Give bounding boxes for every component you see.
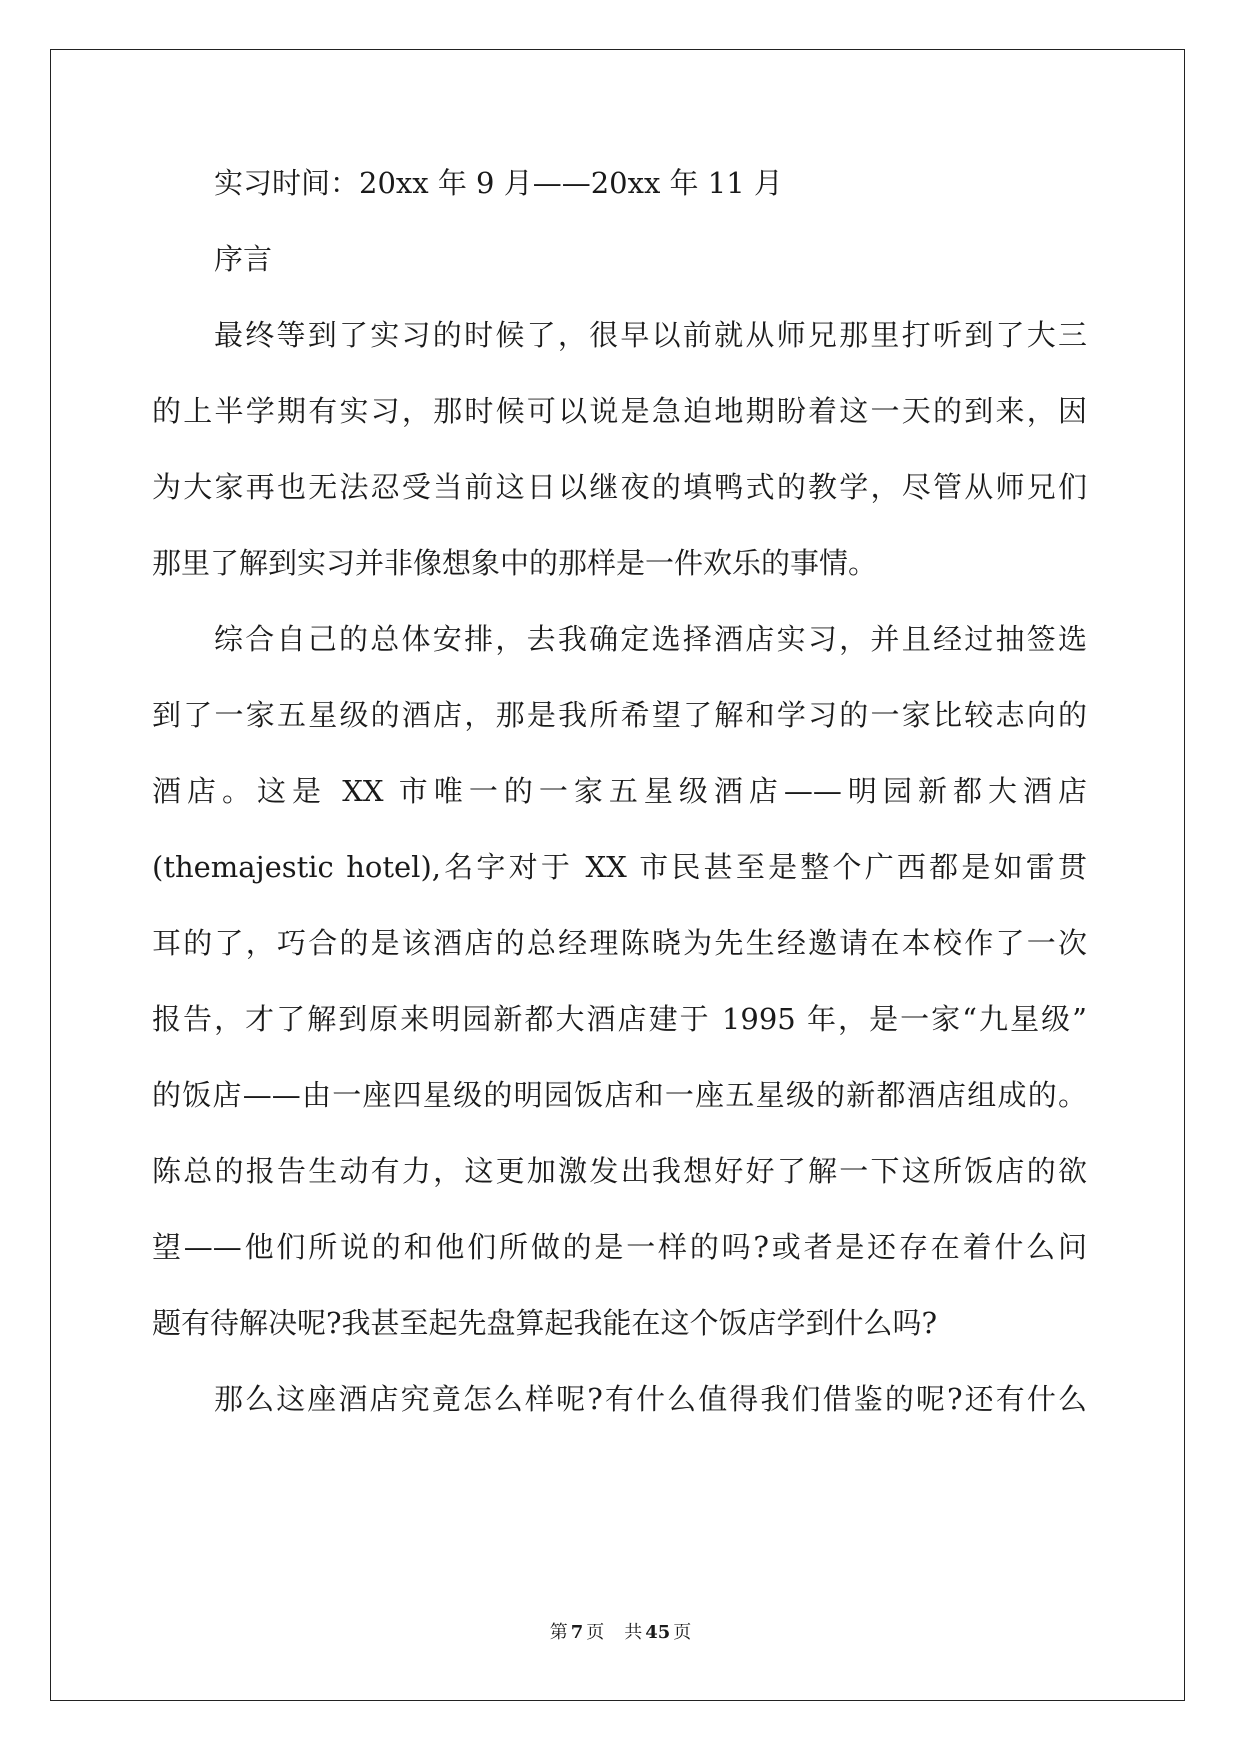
- paragraph-line: 最终等到了实习的时候了，很早以前就从师兄那里打听到了大三: [214, 318, 1087, 352]
- paragraph-line: (themajestic hotel),名字对于 XX 市民甚至是整个广西都是如雷贯: [152, 850, 1087, 884]
- page-total: 45: [645, 1622, 671, 1643]
- paragraph-line: 那么这座酒店究竟怎么样呢?有什么值得我们借鉴的呢?还有什么: [214, 1382, 1087, 1416]
- paragraph-line: 到了一家五星级的酒店，那是我所希望了解和学习的一家比较志向的: [152, 698, 1087, 732]
- total-suffix: 页: [673, 1622, 692, 1643]
- paragraph-line: 题有待解决呢?我甚至起先盘算起我能在这个饭店学到什么吗?: [152, 1306, 938, 1340]
- preface-heading: 序言: [214, 242, 273, 276]
- page-number: 7: [570, 1622, 584, 1643]
- document-body: [152, 163, 1087, 1455]
- paragraph-line: 的上半学期有实习，那时候可以说是急迫地期盼着这一天的到来，因: [152, 394, 1087, 428]
- paragraph-line: 酒店。这是 XX 市唯一的一家五星级酒店——明园新都大酒店: [152, 774, 1087, 808]
- internship-period-line: 实习时间：20xx 年 9 月——20xx 年 11 月: [214, 166, 783, 200]
- paragraph-line: 为大家再也无法忍受当前这日以继夜的填鸭式的教学，尽管从师兄们: [152, 470, 1087, 504]
- total-prefix: 共: [624, 1622, 643, 1643]
- page-suffix: 页: [586, 1622, 605, 1643]
- paragraph-line: 那里了解到实习并非像想象中的那样是一件欢乐的事情。: [152, 546, 878, 580]
- paragraph-line: 耳的了，巧合的是该酒店的总经理陈晓为先生经邀请在本校作了一次: [152, 926, 1087, 960]
- paragraph-line: 望——他们所说的和他们所做的是一样的吗?或者是还存在着什么问: [152, 1230, 1087, 1264]
- page-prefix: 第: [549, 1622, 568, 1643]
- paragraph-line: 综合自己的总体安排，去我确定选择酒店实习，并且经过抽签选: [214, 622, 1087, 656]
- paragraph-line: 报告，才了解到原来明园新都大酒店建于 1995 年，是一家“九星级”: [152, 1002, 1087, 1036]
- paragraph-line: 的饭店——由一座四星级的明园饭店和一座五星级的新都酒店组成的。: [152, 1078, 1087, 1112]
- page-footer: [0, 1621, 1241, 1645]
- paragraph-line: 陈总的报告生动有力，这更加激发出我想好好了解一下这所饭店的欲: [152, 1154, 1087, 1188]
